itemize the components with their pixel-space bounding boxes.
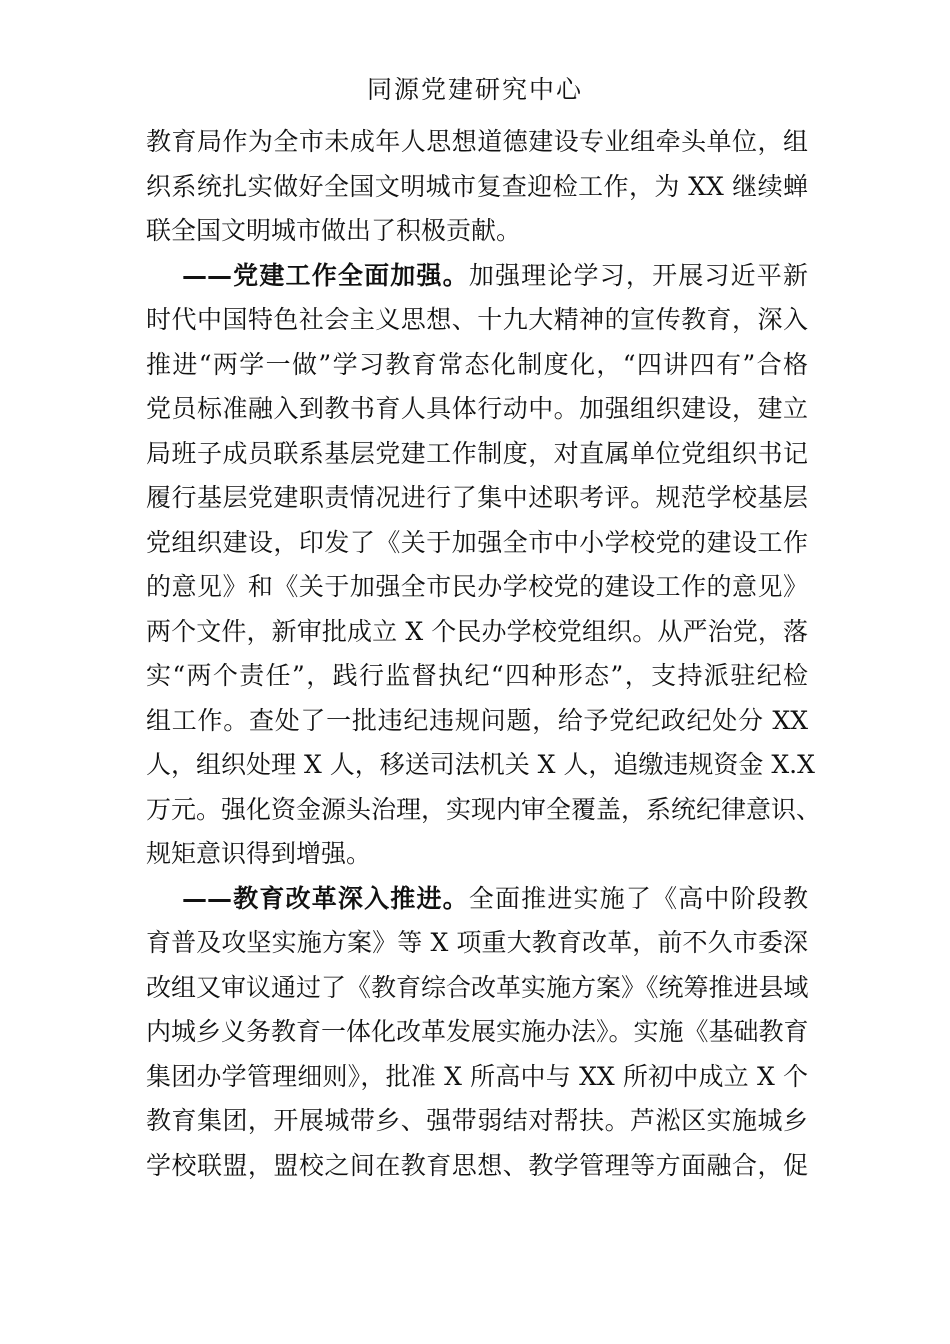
line-text: 全面推进实施了《高中阶段教 bbox=[468, 883, 808, 913]
text-line bbox=[146, 1055, 808, 1100]
body-text bbox=[146, 120, 822, 1188]
section-heading: ——教育改革深入推进。 bbox=[182, 883, 469, 913]
text-line bbox=[146, 832, 808, 877]
line-text: 内城乡义务教育一体化改革发展实施办法》。实施《基础教育 bbox=[146, 1017, 809, 1046]
line-text: 集团办学管理细则》，批准 X 所高中与 XX 所初中成立 X 个 bbox=[146, 1061, 808, 1091]
line-text: 履行基层党建职责情况进行了集中述职考评。规范学校基层 bbox=[146, 483, 808, 512]
line-text: 育普及攻坚实施方案》等 X 项重大教育改革，前不久市委深 bbox=[146, 928, 808, 957]
text-line bbox=[146, 476, 808, 521]
text-line bbox=[146, 610, 808, 655]
text-line bbox=[146, 120, 808, 165]
section-heading: ——党建工作全面加强。 bbox=[182, 260, 469, 290]
text-line bbox=[146, 699, 808, 744]
text-line bbox=[146, 209, 808, 254]
line-text: 学校联盟，盟校之间在教育思想、教学管理等方面融合，促 bbox=[146, 1150, 808, 1180]
line-text: 实“两个责任”，践行监督执纪“四种形态”，支持派驻纪检 bbox=[146, 661, 808, 690]
text-line bbox=[146, 343, 808, 388]
line-text: 推进“两学一做”学习教育常态化制度化，“四讲四有”合格 bbox=[146, 349, 808, 379]
text-line bbox=[146, 966, 808, 1011]
text-line bbox=[146, 743, 815, 788]
line-text: 组工作。查处了一批违纪违规问题，给予党纪政纪处分 XX bbox=[146, 705, 808, 735]
text-line bbox=[146, 432, 808, 477]
line-text: 教育局作为全市未成年人思想道德建设专业组牵头单位，组 bbox=[146, 127, 808, 156]
line-text: 规矩意识得到增强。 bbox=[146, 839, 372, 868]
line-text: 改组又审议通过了《教育综合改革实施方案》《统筹推进县域 bbox=[146, 972, 809, 1002]
text-line bbox=[146, 254, 808, 299]
line-text: 两个文件，新审批成立 X 个民办学校党组织。从严治党，落 bbox=[146, 616, 808, 646]
line-text: 时代中国特色社会主义思想、十九大精神的宣传教育，深入 bbox=[146, 305, 808, 334]
line-text: 万元。强化资金源头治理，实现内审全覆盖，系统纪律意识、 bbox=[146, 794, 822, 824]
text-line bbox=[146, 1010, 808, 1055]
line-text: 织系统扎实做好全国文明城市复查迎检工作，为 XX 继续蝉 bbox=[146, 171, 808, 201]
line-text: 党员标准融入到教书育人具体行动中。加强组织建设，建立 bbox=[146, 394, 808, 423]
line-text: 局班子成员联系基层党建工作制度，对直属单位党组织书记 bbox=[146, 438, 808, 468]
text-line bbox=[146, 521, 808, 566]
page-header: 同源党建研究中心 bbox=[366, 75, 583, 104]
text-line bbox=[146, 387, 808, 432]
text-line bbox=[146, 298, 808, 343]
text-line bbox=[146, 654, 808, 699]
line-text: 教育集团，开展城带乡、强带弱结对帮扶。芦淞区实施城乡 bbox=[146, 1106, 808, 1135]
line-text: 的意见》和《关于加强全市民办学校党的建设工作的意见》 bbox=[146, 572, 808, 601]
text-line bbox=[146, 1144, 808, 1189]
line-text: 联全国文明城市做出了积极贡献。 bbox=[146, 216, 522, 245]
text-line bbox=[146, 788, 822, 833]
line-text: 党组织建设，印发了《关于加强全市中小学校党的建设工作 bbox=[146, 527, 808, 557]
text-line bbox=[146, 921, 808, 966]
text-line bbox=[146, 165, 808, 210]
line-text: 人，组织处理 X 人，移送司法机关 X 人，追缴违规资金 X.X bbox=[146, 750, 815, 779]
text-line bbox=[146, 877, 808, 922]
text-line bbox=[146, 1099, 808, 1144]
text-line bbox=[146, 565, 808, 610]
line-text: 加强理论学习，开展习近平新 bbox=[468, 260, 808, 290]
